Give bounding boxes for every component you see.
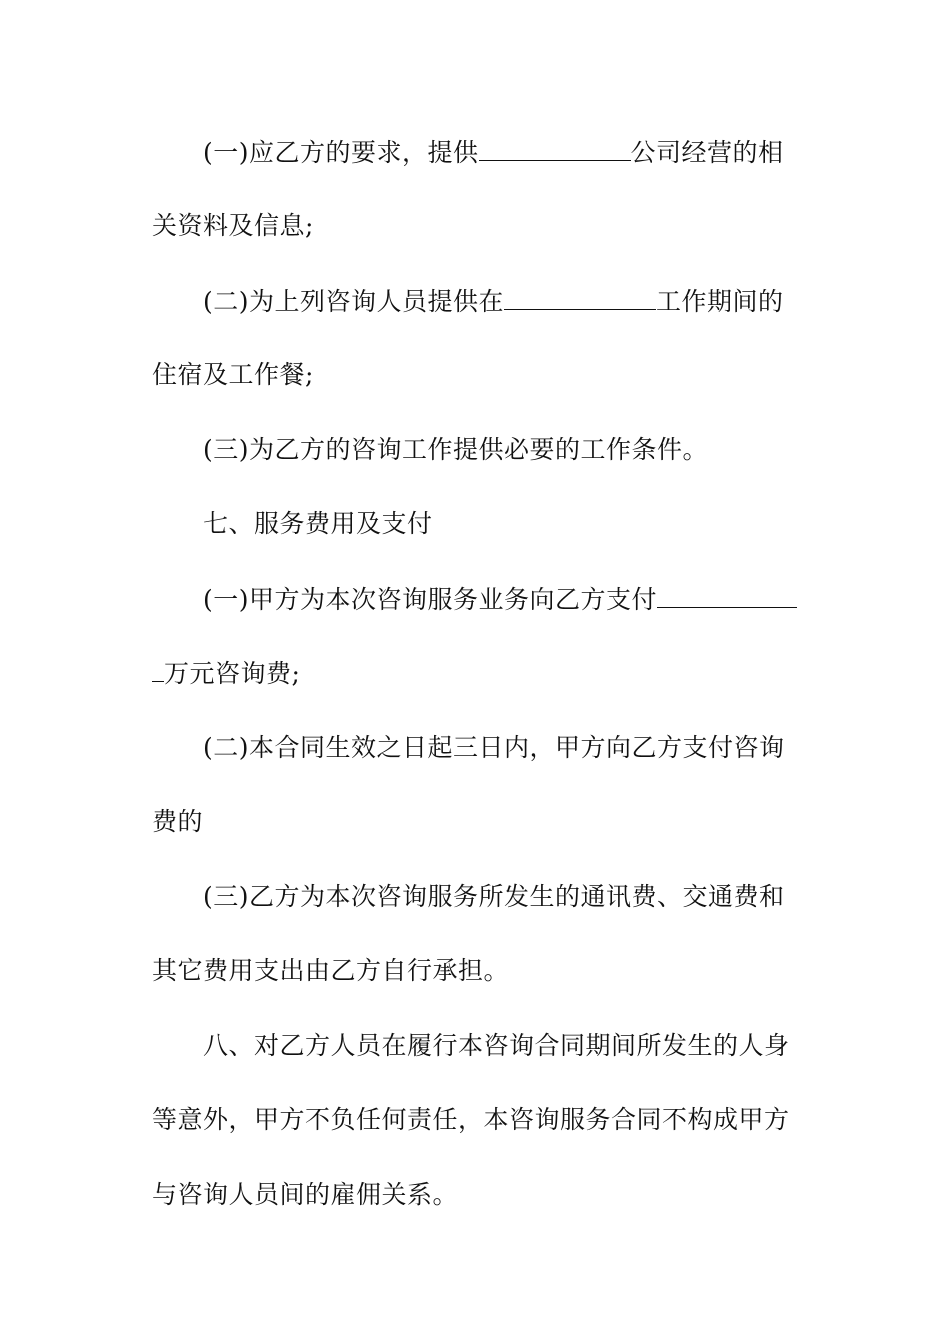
clause-7-item-1-line-2 [152, 657, 812, 690]
section-8-line-2: 等意外，甲方不负任何责任，本咨询服务合同不构成甲方 [152, 1105, 790, 1134]
section-8-line-3: 与咨询人员间的雇佣关系。 [152, 1180, 459, 1209]
clause-6-item-2-line-1 [203, 285, 863, 318]
section-8-line-1: 八、对乙方人员在履行本咨询合同期间所发生的人身 [203, 1031, 790, 1060]
clause-7-item-3-line-2: 其它费用支出由乙方自行承担。 [152, 956, 510, 985]
clause-text: (二)为上列咨询人员提供在 [203, 287, 505, 316]
fill-in-blank [657, 583, 797, 608]
clause-7-item-2-line-1: (二)本合同生效之日起三日内，甲方向乙方支付咨询 [203, 733, 785, 762]
clause-7-item-3-line-1: (三)乙方为本次咨询服务所发生的通讯费、交通费和 [203, 882, 785, 911]
clause-text: 万元咨询费; [164, 659, 301, 688]
clause-text: (一)应乙方的要求，提供 [203, 138, 479, 167]
clause-text: (一)甲方为本次咨询服务业务向乙方支付 [203, 585, 658, 614]
clause-6-item-3: (三)为乙方的咨询工作提供必要的工作条件。 [203, 435, 709, 464]
fill-in-blank [152, 657, 164, 682]
clause-7-item-2-line-2: 费的 [152, 807, 204, 836]
fill-in-blank [504, 285, 656, 310]
clause-6-item-2-line-2: 住宿及工作餐; [152, 360, 314, 389]
clause-7-item-1-line-1 [203, 583, 863, 616]
clause-text: 工作期间的 [656, 287, 784, 316]
fill-in-blank [479, 136, 631, 161]
clause-6-item-1-line-2: 关资料及信息; [152, 211, 314, 240]
section-7-heading: 七、服务费用及支付 [203, 509, 433, 538]
clause-text: 公司经营的相 [630, 138, 784, 167]
clause-6-item-1-line-1 [203, 136, 863, 169]
